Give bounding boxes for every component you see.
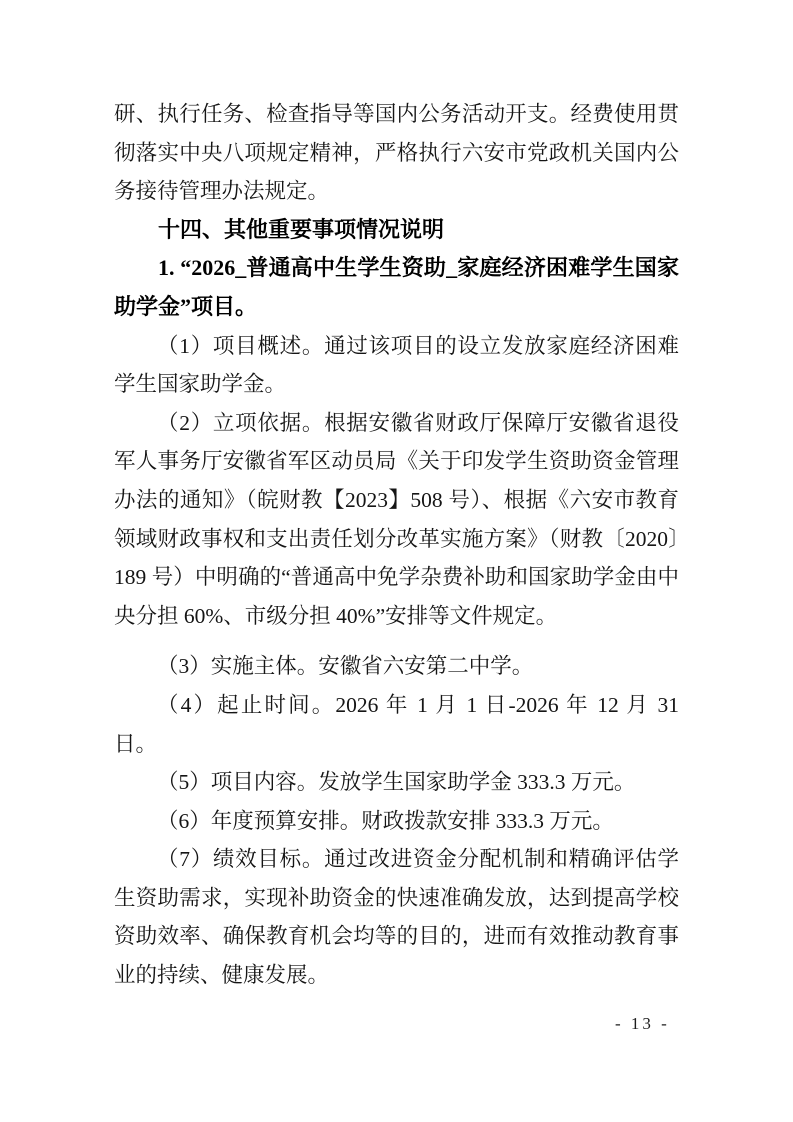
project-title-heading: 1. “2026_普通高中生学生资助_家庭经济困难学生国家助学金”项目。 (114, 255, 679, 319)
paragraph-item-4-duration: （4）起止时间。2026 年 1 月 1 日-2026 年 12 月 31 日。 (114, 692, 679, 756)
paragraph-item-2-basis: （2）立项依据。根据安徽省财政厅保障厅安徽省退役军人事务厅安徽省军区动员局《关于印发学生资助资金管理办法的通知》（皖财教【2023】508 号）、根据《六安市教育领域财政事权和支出责任划分改革实施方案》（财教〔2020〕189 号）中明确的“普通高中免学杂费补助和国家助学金由中央分担 60%、市级分担 40%”安排等文件规定。 (114, 410, 679, 628)
paragraph-item-1-overview: （1）项目概述。通过该项目的设立发放家庭经济困难学生国家助学金。 (114, 333, 679, 397)
section-heading-14: 十四、其他重要事项情况说明 (158, 216, 445, 242)
paragraph-item-7-performance: （7）绩效目标。通过改进资金分配机制和精确评估学生资助需求，实现补助资金的快速准确发放，达到提高学校资助效率、确保教育机会均等的目的，进而有效推动教育事业的持续、健康发展。 (114, 847, 679, 988)
paragraph-item-5-content: （5）项目内容。发放学生国家助学金 333.3 万元。 (157, 770, 636, 795)
paragraph-item-3-entity: （3）实施主体。安徽省六安第二中学。 (157, 654, 534, 679)
paragraph-continuation: 研、执行任务、检查指导等国内公务活动开支。经费使用贯彻落实中央八项规定精神，严格执行六安市党政机关国内公务接待管理办法规定。 (114, 102, 679, 204)
paragraph-item-6-budget: （6）年度预算安排。财政拨款安排 333.3 万元。 (157, 808, 614, 833)
page-number: - 13 - (615, 1014, 670, 1033)
document-body (114, 95, 679, 995)
